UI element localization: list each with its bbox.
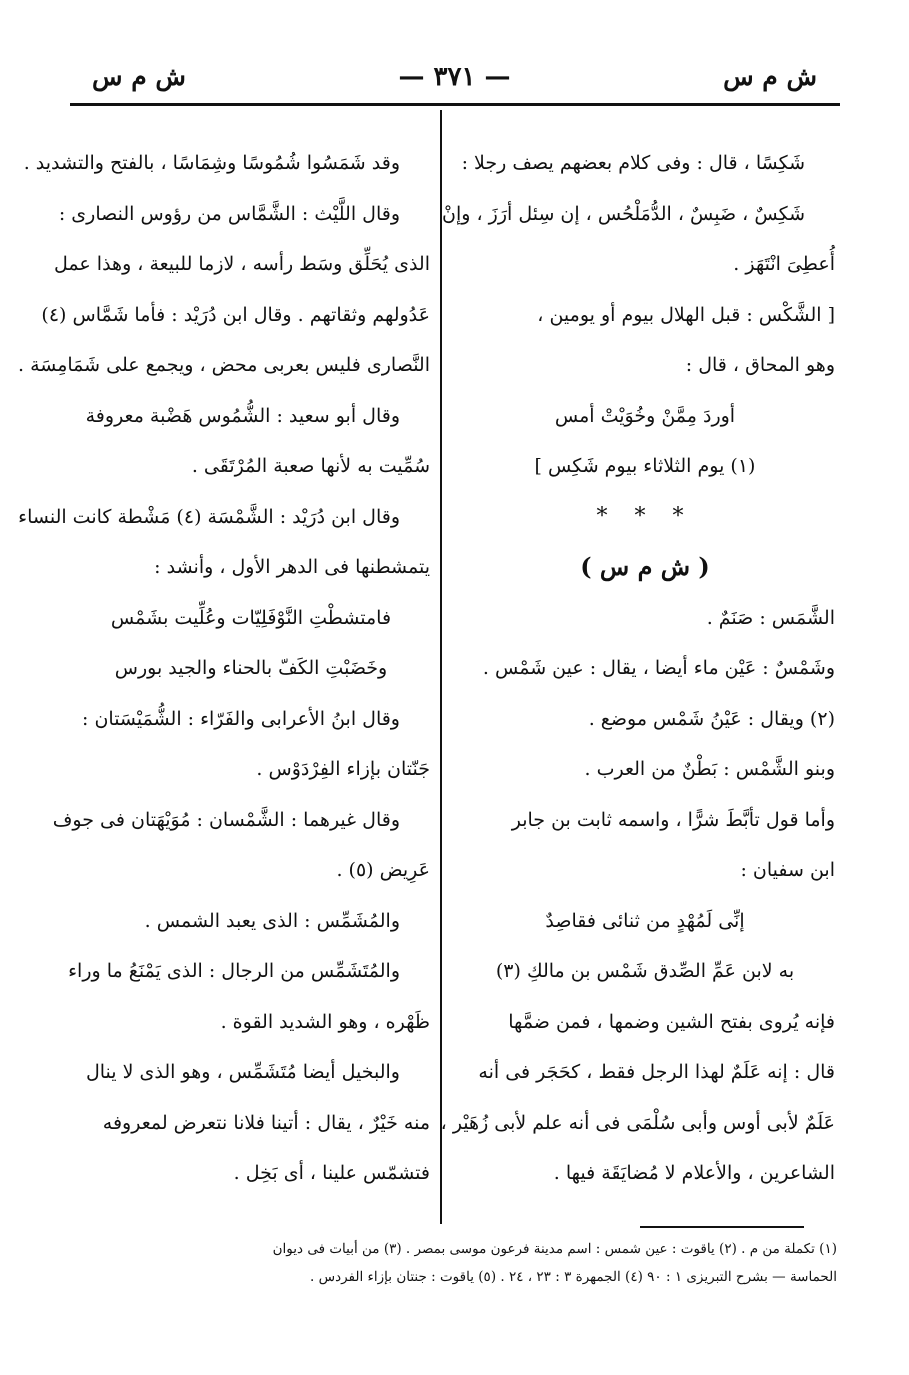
text-line: وقال أبو سعيد : الشُّمُوس هَضْبة معروفة bbox=[85, 404, 400, 427]
text-line: وبنو الشَّمْس : بَطْنٌ من العرب . bbox=[584, 758, 835, 780]
text-line: فإنه يُروى بفتح الشين وضمها ، فمن ضمَّها bbox=[508, 1010, 835, 1033]
text-line: ظَهْره ، وهو الشديد القوة . bbox=[220, 1010, 430, 1033]
text-line: وهو المحاق ، قال : bbox=[685, 354, 835, 376]
column-divider bbox=[440, 110, 442, 1224]
verse-line: فامتشطْتِ النَّوْفَلِيّات وعُلِّيت بشَمْس bbox=[110, 606, 392, 629]
verse-line: إنِّى لَمُهْدٍ من ثنائى فقاصِدٌ bbox=[545, 909, 745, 932]
right-column bbox=[440, 138, 835, 1199]
text-line: أُعطِىَ انْتَهَز . bbox=[733, 253, 835, 275]
text-line: الذى يُحَلِّق وسَط رأسه ، لازما للبيعة ، وهذا عمل bbox=[54, 253, 430, 275]
text-line: وشَمْسٌ : عَيْن ماء أيضا ، يقال : عين شَمْس . bbox=[482, 657, 835, 679]
text-line: وقال ابنُ الأعرابى والفَرّاء : الشُّمَيْسَتان : bbox=[82, 707, 400, 730]
text-line: عَلَمٌ لأبى أوس وأبى سُلْمَى فى أنه علم لأبى زُهَيْر ، bbox=[440, 1111, 835, 1134]
text-line: وقال اللَّيْث : الشَّمَّاس من رؤوس النصارى : bbox=[58, 202, 400, 225]
text-line: والمُتَشَمِّس من الرجال : الذى يَمْنَعُ ما وراء bbox=[68, 960, 400, 982]
text-line: الشَّمَس : صَنَمٌ . bbox=[706, 606, 835, 629]
text-line: عَرِيض (٥) . bbox=[336, 859, 430, 881]
text-line: النَّصارى فليس بعربى محض ، ويجمع على شَمَامِسَة . bbox=[17, 354, 430, 376]
text-line: يتمشطنها فى الدهر الأول ، وأنشد : bbox=[154, 556, 430, 578]
text-line: [ الشَّكْس : قبل الهلال بيوم أو يومين ، bbox=[537, 303, 835, 326]
verse-line: وخَضَبْتِ الكَفّ بالحناء والجيد بورس bbox=[114, 657, 388, 679]
text-line: شَكِسٌ ، ضَبِسٌ ، الدُّمَلْحُس ، إن سِئل أرَزَ ، وإنْ bbox=[442, 202, 805, 225]
text-line: وقال غيرهما : الشَّمْسان : مُوَيْهَتان فى جوف bbox=[52, 808, 400, 831]
verse-line: أوردَ مِمَّنْ وخُوَيْتْ أمس bbox=[554, 404, 736, 427]
verse-line: (١) يوم الثلاثاء بيوم شَكِس ] bbox=[534, 455, 756, 477]
section-separator: * * * bbox=[596, 503, 694, 529]
footnote-line: (١) تكملة من م . (٢) ياقوت : عين شمس : اسم مدينة فرعون موسى بمصر . (٣) من أبيات فى ديوان bbox=[272, 1241, 837, 1257]
header-rule bbox=[70, 103, 840, 106]
text-line: شَكِسًا ، قال : وفى كلام بعضهم يصف رجلا : bbox=[461, 152, 805, 174]
text-line: وقال ابن دُرَيْد : الشَّمْسَة (٤) مَشْطة كانت النساء bbox=[18, 505, 400, 528]
verse-line: به لابن عَمِّ الصِّدق شَمْس بن مالكِ (٣) bbox=[495, 960, 795, 982]
text-line: والبخيل أيضا مُتَشَمِّس ، وهو الذى لا ينال bbox=[85, 1061, 400, 1083]
entry-heading: ( ش م س ) bbox=[580, 552, 710, 581]
footnote-line: الحماسة — بشرح التبريزى ١ : ٩٠ (٤) الجمهرة ٣ : ٢٣ ، ٢٤ . (٥) ياقوت : جنتان بإزاء الفردس . bbox=[310, 1269, 837, 1285]
text-line: فتشمّس علينا ، أى بَخِل . bbox=[233, 1162, 430, 1184]
page-number: — ٣٧١ — bbox=[398, 62, 511, 92]
text-line: (٢) ويقال : عَيْنُ شَمْس موضع . bbox=[588, 707, 835, 730]
text-line: والمُشَمِّس : الذى يعبد الشمس . bbox=[144, 909, 400, 932]
running-head-right: ش م س bbox=[723, 62, 817, 91]
text-line: وأما قول تأبَّطَ شرًّا ، واسمه ثابت بن جابر bbox=[511, 808, 835, 831]
text-line: سُمِّيت به لأنها صعبة المُرْتَقَى . bbox=[191, 455, 430, 477]
text-line: جَنّتان بإزاء الفِرْدَوْس . bbox=[256, 758, 430, 780]
text-line: الشاعرين ، والأعلام لا مُضايَقَة فيها . bbox=[553, 1162, 835, 1184]
running-head-left: ش م س bbox=[92, 62, 186, 91]
text-line: وقد شَمَسُوا شُمُوسًا وشِمَاسًا ، بالفتح والتشديد . bbox=[23, 152, 400, 174]
footnote-rule bbox=[640, 1226, 804, 1228]
left-column bbox=[17, 138, 430, 1199]
text-line: منه خَيْرٌ ، يقال : أتينا فلانا نتعرض لمعروفه bbox=[102, 1111, 430, 1134]
text-line: قال : إنه عَلَمٌ لهذا الرجل فقط ، كحَجَر فى أنه bbox=[478, 1061, 835, 1083]
text-line: ابن سفيان : bbox=[740, 859, 835, 881]
text-line: عَدُولهم وثقاتهم . وقال ابن دُرَيْد : فأما شَمَّاس (٤) bbox=[41, 303, 430, 326]
